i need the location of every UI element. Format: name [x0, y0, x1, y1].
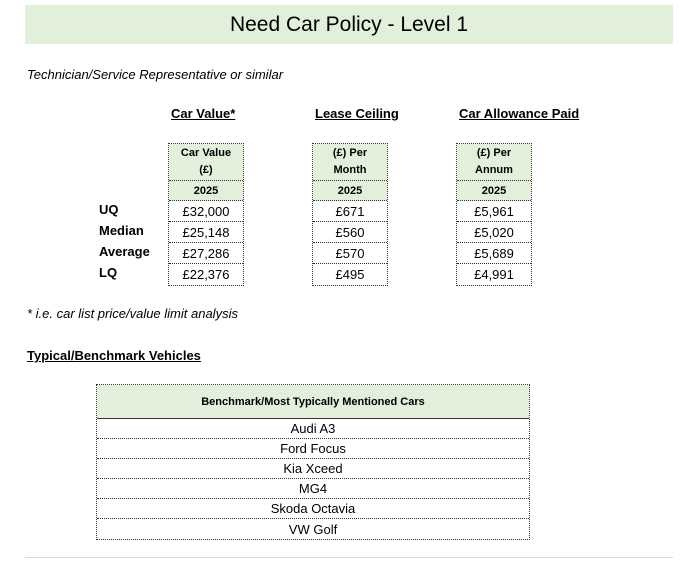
row-label-lq: LQ: [99, 265, 118, 280]
car-allowance-average: £5,689: [457, 243, 531, 264]
car-value-header: [169, 144, 243, 181]
benchmark-car-row: Ford Focus: [97, 439, 529, 459]
car-value-uq: £32,000: [169, 201, 243, 222]
page-title: Need Car Policy - Level 1: [229, 12, 469, 36]
lease-ceiling-header-line2: Month: [333, 164, 367, 176]
car-value-average: £27,286: [169, 243, 243, 264]
footnote: * i.e. car list price/value limit analysis: [27, 306, 238, 321]
row-label-average: Average: [99, 244, 150, 259]
car-value-table: [168, 143, 244, 286]
car-allowance-median: £5,020: [457, 222, 531, 243]
lease-ceiling-average: £570: [313, 243, 387, 264]
benchmark-table: [96, 384, 530, 540]
car-value-year: 2025: [169, 181, 243, 201]
lease-ceiling-lq: £495: [335, 267, 365, 282]
car-value-header-line2: (£): [199, 164, 213, 176]
benchmark-table-header: Benchmark/Most Typically Mentioned Cars: [97, 385, 529, 419]
car-value-heading: Car Value*: [171, 106, 236, 121]
lease-ceiling-year: 2025: [313, 181, 387, 201]
car-value-header-line1: Car Value: [180, 147, 232, 159]
car-allowance-header: [457, 144, 531, 181]
lease-ceiling-heading: Lease Ceiling: [315, 106, 399, 121]
benchmark-car-row: Audi A3: [97, 419, 529, 439]
car-allowance-heading: Car Allowance Paid: [459, 106, 580, 121]
bottom-divider: [25, 557, 673, 558]
lease-ceiling-header-line1: (£) Per: [332, 147, 368, 159]
lease-ceiling-uq: £671: [313, 201, 387, 222]
role-subtitle: Technician/Service Representative or similar: [27, 67, 284, 82]
lease-ceiling-median: £560: [313, 222, 387, 243]
benchmark-car-row: MG4: [97, 479, 529, 499]
benchmark-car-row: Skoda Octavia: [97, 499, 529, 519]
benchmark-car-row: VW Golf: [288, 521, 338, 537]
row-label-median: Median: [99, 223, 144, 238]
car-value-median: £25,148: [169, 222, 243, 243]
benchmark-section-title: Typical/Benchmark Vehicles: [27, 348, 201, 363]
car-allowance-uq: £5,961: [457, 201, 531, 222]
benchmark-car-row: Kia Xceed: [97, 459, 529, 479]
policy-title-banner: [25, 5, 673, 44]
car-allowance-table: [456, 143, 532, 286]
car-allowance-header-line1: (£) Per: [476, 147, 512, 159]
lease-ceiling-table: [312, 143, 388, 286]
car-allowance-lq: £4,991: [474, 267, 514, 282]
car-value-lq: £22,376: [182, 267, 230, 282]
row-label-uq: UQ: [99, 202, 119, 217]
car-allowance-year: 2025: [457, 181, 531, 201]
lease-ceiling-header: [313, 144, 387, 181]
car-allowance-header-line2: Annum: [475, 164, 513, 176]
